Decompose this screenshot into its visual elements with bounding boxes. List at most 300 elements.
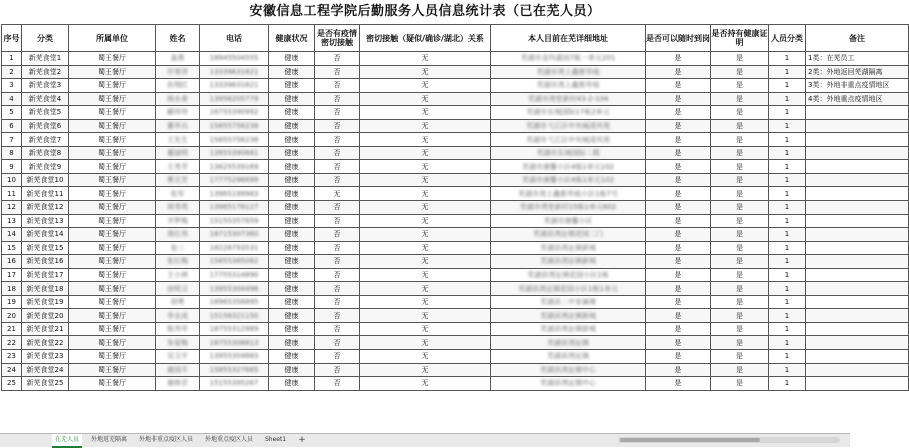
cell-contact[interactable] [315, 92, 360, 106]
header-ready[interactable]: 是否可以随时到岗 [646, 25, 711, 52]
cell-cert[interactable] [711, 65, 769, 79]
cell-name[interactable] [156, 363, 200, 377]
cell-person-type[interactable] [769, 309, 806, 323]
cell-contact-relation[interactable] [360, 133, 491, 147]
table-row[interactable] [2, 79, 909, 93]
cell-ready[interactable] [646, 336, 711, 350]
cell-phone[interactable] [200, 187, 269, 201]
cell-person-type[interactable] [769, 282, 806, 296]
cell-health[interactable] [269, 146, 315, 160]
cell-cert[interactable] [711, 350, 769, 364]
cell-unit[interactable] [69, 282, 156, 296]
cell-no[interactable] [2, 187, 22, 201]
cell-contact-relation[interactable] [360, 146, 491, 160]
cell-no[interactable] [2, 133, 22, 147]
cell-ready[interactable] [646, 377, 711, 391]
cell-unit[interactable] [69, 92, 156, 106]
cell-ready[interactable] [646, 65, 711, 79]
cell-phone[interactable] [200, 309, 269, 323]
cell-name[interactable] [156, 173, 200, 187]
cell-address[interactable] [491, 322, 646, 336]
cell-ready[interactable] [646, 322, 711, 336]
cell-note[interactable] [806, 268, 909, 282]
cell-contact-relation[interactable] [360, 52, 491, 66]
cell-unit[interactable] [69, 214, 156, 228]
cell-phone[interactable] [200, 65, 269, 79]
cell-name[interactable] [156, 214, 200, 228]
table-row[interactable] [2, 201, 909, 215]
cell-ready[interactable] [646, 268, 711, 282]
cell-category[interactable] [22, 295, 69, 309]
cell-ready[interactable] [646, 201, 711, 215]
cell-category[interactable] [22, 228, 69, 242]
cell-cert[interactable] [711, 187, 769, 201]
header-note[interactable]: 备注 [806, 25, 909, 52]
cell-cert[interactable] [711, 241, 769, 255]
cell-no[interactable] [2, 363, 22, 377]
cell-category[interactable] [22, 133, 69, 147]
cell-note[interactable] [806, 52, 909, 66]
cell-no[interactable] [2, 160, 22, 174]
cell-address[interactable] [491, 268, 646, 282]
cell-contact-relation[interactable] [360, 173, 491, 187]
cell-address[interactable] [491, 363, 646, 377]
table-row[interactable] [2, 52, 909, 66]
table-row[interactable] [2, 282, 909, 296]
cell-address[interactable] [491, 160, 646, 174]
cell-contact[interactable] [315, 52, 360, 66]
cell-unit[interactable] [69, 106, 156, 120]
cell-phone[interactable] [200, 336, 269, 350]
tab-key-area-staff[interactable]: 外地重点疫区人员 [205, 436, 254, 443]
cell-category[interactable] [22, 241, 69, 255]
cell-no[interactable] [2, 214, 22, 228]
tab-returned-isolation[interactable]: 外地返芜隔离 [91, 436, 128, 443]
cell-address[interactable] [491, 228, 646, 242]
table-row[interactable] [2, 350, 909, 364]
table-row[interactable] [2, 268, 909, 282]
cell-health[interactable] [269, 363, 315, 377]
cell-person-type[interactable] [769, 187, 806, 201]
cell-unit[interactable] [69, 146, 156, 160]
cell-health[interactable] [269, 282, 315, 296]
cell-address[interactable] [491, 133, 646, 147]
cell-note[interactable] [806, 336, 909, 350]
table-row[interactable] [2, 295, 909, 309]
cell-person-type[interactable] [769, 173, 806, 187]
cell-name[interactable] [156, 241, 200, 255]
cell-contact-relation[interactable] [360, 119, 491, 133]
cell-address[interactable] [491, 255, 646, 269]
cell-address[interactable] [491, 241, 646, 255]
cell-contact[interactable] [315, 146, 360, 160]
cell-contact-relation[interactable] [360, 187, 491, 201]
tab-sheet1[interactable]: Sheet1 [265, 436, 287, 443]
cell-no[interactable] [2, 146, 22, 160]
cell-cert[interactable] [711, 79, 769, 93]
cell-address[interactable] [491, 146, 646, 160]
cell-category[interactable] [22, 363, 69, 377]
cell-name[interactable] [156, 92, 200, 106]
cell-no[interactable] [2, 173, 22, 187]
cell-address[interactable] [491, 187, 646, 201]
cell-contact[interactable] [315, 350, 360, 364]
cell-contact-relation[interactable] [360, 106, 491, 120]
cell-note[interactable] [806, 160, 909, 174]
cell-note[interactable] [806, 295, 909, 309]
cell-person-type[interactable] [769, 214, 806, 228]
tab-in-wuhu-staff[interactable]: 在芜人员 [52, 434, 82, 448]
cell-note[interactable] [806, 92, 909, 106]
cell-name[interactable] [156, 377, 200, 391]
cell-name[interactable] [156, 268, 200, 282]
cell-name[interactable] [156, 52, 200, 66]
cell-health[interactable] [269, 309, 315, 323]
cell-cert[interactable] [711, 268, 769, 282]
cell-contact[interactable] [315, 268, 360, 282]
cell-contact[interactable] [315, 133, 360, 147]
cell-address[interactable] [491, 295, 646, 309]
cell-unit[interactable] [69, 268, 156, 282]
cell-cert[interactable] [711, 255, 769, 269]
cell-health[interactable] [269, 241, 315, 255]
cell-unit[interactable] [69, 228, 156, 242]
table-row[interactable] [2, 214, 909, 228]
cell-no[interactable] [2, 241, 22, 255]
header-health[interactable]: 健康状况 [269, 25, 315, 52]
cell-cert[interactable] [711, 377, 769, 391]
cell-cert[interactable] [711, 214, 769, 228]
table-row[interactable] [2, 92, 909, 106]
cell-cert[interactable] [711, 228, 769, 242]
cell-contact[interactable] [315, 65, 360, 79]
cell-note[interactable] [806, 228, 909, 242]
cell-note[interactable] [806, 79, 909, 93]
cell-person-type[interactable] [769, 133, 806, 147]
cell-cert[interactable] [711, 173, 769, 187]
cell-note[interactable] [806, 133, 909, 147]
cell-contact[interactable] [315, 214, 360, 228]
cell-ready[interactable] [646, 106, 711, 120]
cell-no[interactable] [2, 322, 22, 336]
cell-note[interactable] [806, 309, 909, 323]
cell-health[interactable] [269, 350, 315, 364]
cell-name[interactable] [156, 201, 200, 215]
cell-no[interactable] [2, 336, 22, 350]
cell-address[interactable] [491, 214, 646, 228]
cell-ready[interactable] [646, 363, 711, 377]
cell-category[interactable] [22, 336, 69, 350]
cell-ready[interactable] [646, 119, 711, 133]
cell-name[interactable] [156, 146, 200, 160]
cell-category[interactable] [22, 350, 69, 364]
cell-no[interactable] [2, 255, 22, 269]
cell-contact[interactable] [315, 106, 360, 120]
cell-contact-relation[interactable] [360, 377, 491, 391]
header-unit[interactable]: 所属单位 [69, 25, 156, 52]
cell-unit[interactable] [69, 201, 156, 215]
cell-person-type[interactable] [769, 65, 806, 79]
cell-person-type[interactable] [769, 295, 806, 309]
cell-ready[interactable] [646, 79, 711, 93]
cell-name[interactable] [156, 187, 200, 201]
cell-health[interactable] [269, 187, 315, 201]
cell-contact-relation[interactable] [360, 214, 491, 228]
cell-category[interactable] [22, 146, 69, 160]
cell-ready[interactable] [646, 173, 711, 187]
cell-note[interactable] [806, 146, 909, 160]
cell-unit[interactable] [69, 187, 156, 201]
cell-person-type[interactable] [769, 79, 806, 93]
cell-address[interactable] [491, 173, 646, 187]
cell-ready[interactable] [646, 160, 711, 174]
cell-category[interactable] [22, 201, 69, 215]
cell-name[interactable] [156, 65, 200, 79]
cell-cert[interactable] [711, 119, 769, 133]
cell-unit[interactable] [69, 322, 156, 336]
cell-phone[interactable] [200, 92, 269, 106]
cell-no[interactable] [2, 282, 22, 296]
cell-cert[interactable] [711, 295, 769, 309]
cell-contact-relation[interactable] [360, 309, 491, 323]
cell-ready[interactable] [646, 187, 711, 201]
cell-health[interactable] [269, 133, 315, 147]
cell-no[interactable] [2, 52, 22, 66]
table-row[interactable] [2, 106, 909, 120]
cell-no[interactable] [2, 228, 22, 242]
cell-category[interactable] [22, 255, 69, 269]
cell-phone[interactable] [200, 255, 269, 269]
cell-category[interactable] [22, 119, 69, 133]
cell-health[interactable] [269, 377, 315, 391]
cell-person-type[interactable] [769, 255, 806, 269]
cell-category[interactable] [22, 65, 69, 79]
cell-category[interactable] [22, 282, 69, 296]
cell-ready[interactable] [646, 255, 711, 269]
cell-health[interactable] [269, 268, 315, 282]
cell-cert[interactable] [711, 160, 769, 174]
cell-contact[interactable] [315, 322, 360, 336]
cell-person-type[interactable] [769, 228, 806, 242]
cell-person-type[interactable] [769, 322, 806, 336]
cell-contact-relation[interactable] [360, 322, 491, 336]
cell-person-type[interactable] [769, 52, 806, 66]
cell-category[interactable] [22, 106, 69, 120]
cell-ready[interactable] [646, 228, 711, 242]
cell-phone[interactable] [200, 363, 269, 377]
cell-ready[interactable] [646, 92, 711, 106]
cell-no[interactable] [2, 295, 22, 309]
header-person-type[interactable]: 人员分类 [769, 25, 806, 52]
cell-note[interactable] [806, 173, 909, 187]
cell-note[interactable] [806, 201, 909, 215]
cell-unit[interactable] [69, 241, 156, 255]
cell-unit[interactable] [69, 133, 156, 147]
cell-no[interactable] [2, 79, 22, 93]
cell-category[interactable] [22, 92, 69, 106]
cell-unit[interactable] [69, 52, 156, 66]
cell-no[interactable] [2, 350, 22, 364]
cell-address[interactable] [491, 106, 646, 120]
cell-no[interactable] [2, 92, 22, 106]
cell-person-type[interactable] [769, 92, 806, 106]
cell-person-type[interactable] [769, 106, 806, 120]
cell-name[interactable] [156, 350, 200, 364]
cell-contact[interactable] [315, 282, 360, 296]
cell-contact[interactable] [315, 160, 360, 174]
cell-no[interactable] [2, 268, 22, 282]
cell-name[interactable] [156, 336, 200, 350]
cell-unit[interactable] [69, 363, 156, 377]
cell-unit[interactable] [69, 309, 156, 323]
cell-contact-relation[interactable] [360, 160, 491, 174]
cell-person-type[interactable] [769, 268, 806, 282]
cell-cert[interactable] [711, 282, 769, 296]
cell-note[interactable] [806, 255, 909, 269]
tab-non-key-area-staff[interactable]: 外地非重点疫区人员 [139, 436, 194, 443]
cell-phone[interactable] [200, 228, 269, 242]
cell-cert[interactable] [711, 336, 769, 350]
cell-health[interactable] [269, 92, 315, 106]
add-sheet-button[interactable]: + [298, 435, 306, 445]
cell-phone[interactable] [200, 322, 269, 336]
cell-no[interactable] [2, 377, 22, 391]
cell-phone[interactable] [200, 282, 269, 296]
cell-phone[interactable] [200, 214, 269, 228]
cell-cert[interactable] [711, 133, 769, 147]
cell-note[interactable] [806, 106, 909, 120]
cell-ready[interactable] [646, 309, 711, 323]
cell-contact[interactable] [315, 295, 360, 309]
cell-address[interactable] [491, 282, 646, 296]
cell-category[interactable] [22, 79, 69, 93]
cell-address[interactable] [491, 377, 646, 391]
header-contact[interactable]: 是否有疫情密切接触 [315, 25, 360, 52]
cell-phone[interactable] [200, 377, 269, 391]
cell-address[interactable] [491, 119, 646, 133]
table-row[interactable] [2, 119, 909, 133]
cell-health[interactable] [269, 336, 315, 350]
cell-phone[interactable] [200, 241, 269, 255]
cell-health[interactable] [269, 65, 315, 79]
cell-phone[interactable] [200, 119, 269, 133]
cell-contact[interactable] [315, 228, 360, 242]
cell-note[interactable] [806, 241, 909, 255]
cell-contact-relation[interactable] [360, 336, 491, 350]
cell-ready[interactable] [646, 146, 711, 160]
cell-category[interactable] [22, 187, 69, 201]
cell-address[interactable] [491, 65, 646, 79]
cell-note[interactable] [806, 187, 909, 201]
header-cert[interactable]: 是否持有健康证明 [711, 25, 769, 52]
cell-contact-relation[interactable] [360, 350, 491, 364]
cell-contact[interactable] [315, 187, 360, 201]
cell-note[interactable] [806, 282, 909, 296]
cell-name[interactable] [156, 309, 200, 323]
cell-phone[interactable] [200, 106, 269, 120]
cell-cert[interactable] [711, 92, 769, 106]
cell-ready[interactable] [646, 282, 711, 296]
cell-ready[interactable] [646, 241, 711, 255]
cell-unit[interactable] [69, 255, 156, 269]
table-row[interactable] [2, 363, 909, 377]
table-row[interactable] [2, 146, 909, 160]
header-name[interactable]: 姓名 [156, 25, 200, 52]
cell-contact[interactable] [315, 363, 360, 377]
cell-unit[interactable] [69, 79, 156, 93]
cell-name[interactable] [156, 228, 200, 242]
cell-contact[interactable] [315, 255, 360, 269]
cell-cert[interactable] [711, 52, 769, 66]
cell-category[interactable] [22, 268, 69, 282]
cell-ready[interactable] [646, 52, 711, 66]
cell-name[interactable] [156, 133, 200, 147]
cell-category[interactable] [22, 160, 69, 174]
cell-contact-relation[interactable] [360, 268, 491, 282]
cell-contact-relation[interactable] [360, 79, 491, 93]
cell-person-type[interactable] [769, 241, 806, 255]
cell-health[interactable] [269, 79, 315, 93]
cell-ready[interactable] [646, 214, 711, 228]
horizontal-scrollbar[interactable] [618, 437, 840, 443]
cell-address[interactable] [491, 309, 646, 323]
cell-health[interactable] [269, 255, 315, 269]
cell-cert[interactable] [711, 363, 769, 377]
cell-ready[interactable] [646, 295, 711, 309]
cell-unit[interactable] [69, 173, 156, 187]
cell-person-type[interactable] [769, 363, 806, 377]
cell-address[interactable] [491, 350, 646, 364]
cell-address[interactable] [491, 201, 646, 215]
cell-unit[interactable] [69, 350, 156, 364]
cell-phone[interactable] [200, 173, 269, 187]
cell-ready[interactable] [646, 350, 711, 364]
cell-phone[interactable] [200, 160, 269, 174]
cell-category[interactable] [22, 322, 69, 336]
cell-note[interactable] [806, 65, 909, 79]
cell-health[interactable] [269, 295, 315, 309]
cell-category[interactable] [22, 377, 69, 391]
cell-note[interactable] [806, 214, 909, 228]
cell-address[interactable] [491, 92, 646, 106]
cell-name[interactable] [156, 255, 200, 269]
header-address[interactable]: 本人目前在芜详细地址 [491, 25, 646, 52]
header-no[interactable]: 序号 [2, 25, 22, 52]
header-phone[interactable]: 电话 [200, 25, 269, 52]
cell-unit[interactable] [69, 295, 156, 309]
cell-category[interactable] [22, 214, 69, 228]
table-row[interactable] [2, 160, 909, 174]
cell-health[interactable] [269, 228, 315, 242]
cell-name[interactable] [156, 119, 200, 133]
cell-phone[interactable] [200, 52, 269, 66]
table-row[interactable] [2, 322, 909, 336]
cell-contact[interactable] [315, 241, 360, 255]
table-row[interactable] [2, 187, 909, 201]
cell-ready[interactable] [646, 133, 711, 147]
cell-contact-relation[interactable] [360, 295, 491, 309]
staff-table[interactable] [1, 24, 909, 391]
cell-phone[interactable] [200, 268, 269, 282]
cell-note[interactable] [806, 350, 909, 364]
cell-contact-relation[interactable] [360, 228, 491, 242]
cell-address[interactable] [491, 52, 646, 66]
table-row[interactable] [2, 336, 909, 350]
cell-health[interactable] [269, 201, 315, 215]
cell-name[interactable] [156, 295, 200, 309]
cell-cert[interactable] [711, 309, 769, 323]
table-row[interactable] [2, 309, 909, 323]
